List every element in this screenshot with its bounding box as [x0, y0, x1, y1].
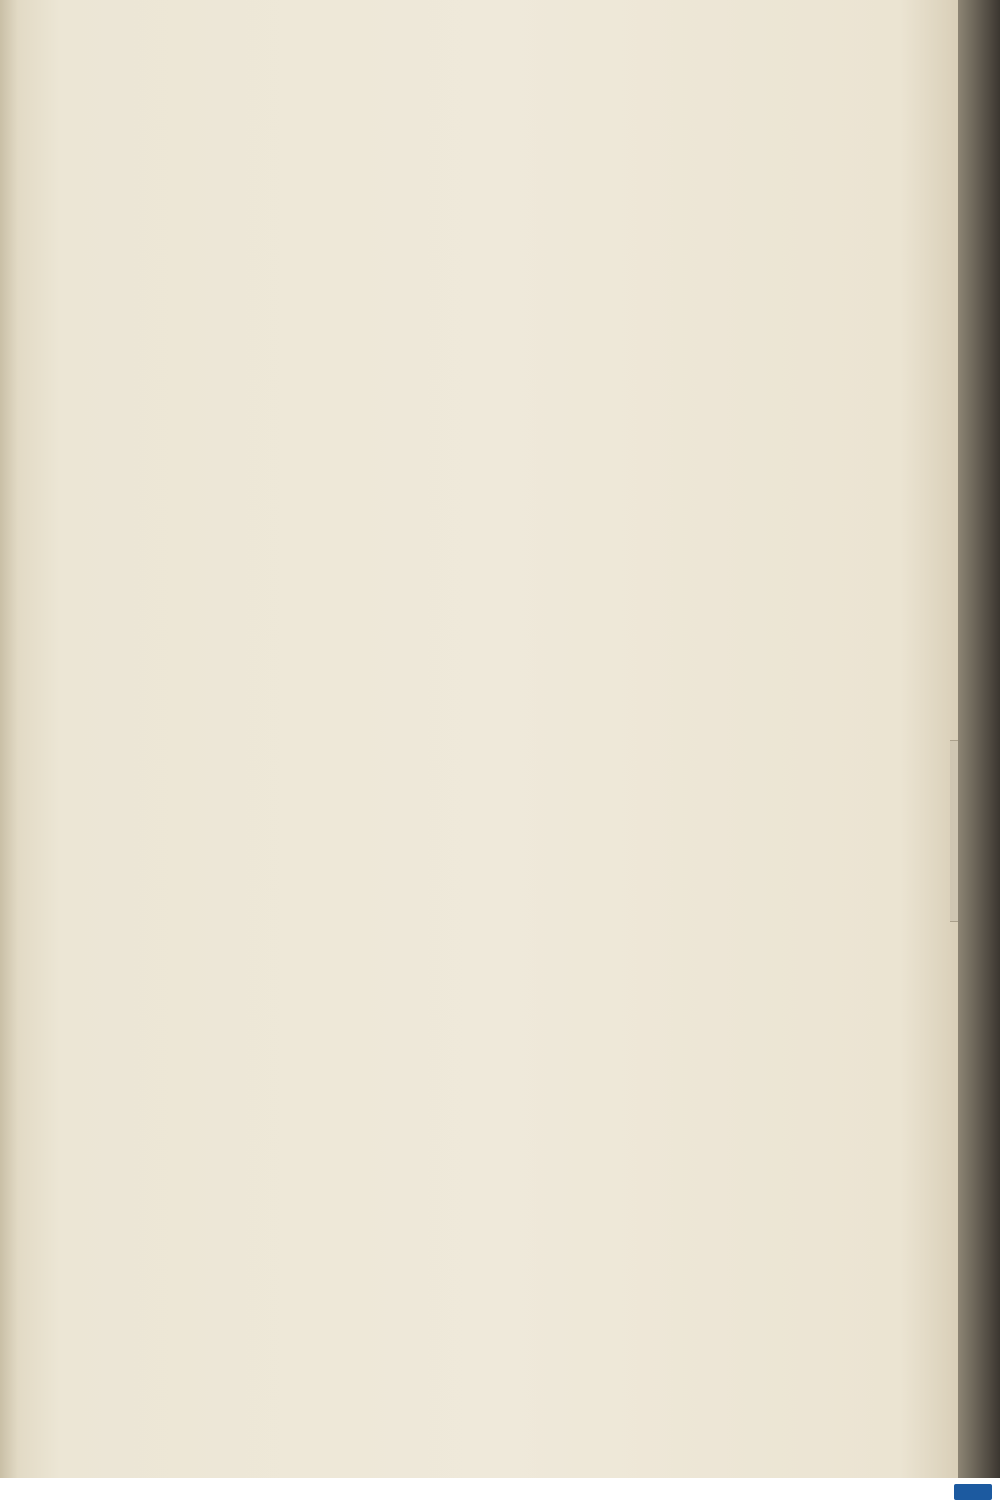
text-line — [89, 171, 441, 187]
text-line — [89, 789, 441, 805]
text-line — [89, 669, 441, 685]
text-line — [89, 924, 441, 940]
text-line — [89, 716, 441, 732]
text-line — [89, 219, 441, 235]
headword-vituperium — [89, 614, 441, 652]
headword-uniuocum — [89, 750, 441, 788]
headword-uniuersale — [89, 854, 441, 892]
text-line — [89, 376, 441, 392]
text-line — [89, 266, 441, 282]
text-line — [89, 203, 441, 219]
text-line — [89, 423, 441, 439]
text-line — [89, 653, 441, 669]
text-line — [89, 187, 441, 203]
digitization-footer — [0, 1478, 1000, 1508]
text-line — [89, 597, 441, 613]
text-line — [89, 820, 441, 836]
text-line — [89, 518, 441, 534]
text-line — [89, 156, 441, 172]
text-line — [89, 313, 441, 329]
text-line — [89, 329, 441, 345]
text-line — [89, 893, 441, 909]
text-line — [89, 282, 441, 298]
left-column — [89, 124, 441, 940]
text-line — [89, 360, 441, 376]
text-line — [89, 392, 441, 408]
text-line — [89, 250, 441, 266]
text-line — [89, 836, 441, 852]
text-line — [89, 140, 441, 156]
text-line — [89, 549, 441, 565]
text-line — [89, 534, 441, 550]
text-line — [89, 124, 441, 140]
text-line — [89, 701, 441, 717]
text-line — [89, 581, 441, 597]
text-line — [89, 297, 441, 313]
text-line — [89, 502, 441, 518]
text-line — [89, 685, 441, 701]
book-edge — [958, 0, 1000, 1478]
text-line — [89, 234, 441, 250]
text-line — [89, 805, 441, 821]
text-line — [89, 486, 441, 502]
text-line — [89, 565, 441, 581]
text-line — [89, 909, 441, 925]
text-line — [89, 455, 441, 471]
text-line — [89, 408, 441, 424]
text-line — [89, 439, 441, 455]
text-line — [89, 345, 441, 361]
text-line — [89, 732, 441, 748]
text-line — [89, 471, 441, 487]
dfg-logo — [954, 1484, 992, 1500]
